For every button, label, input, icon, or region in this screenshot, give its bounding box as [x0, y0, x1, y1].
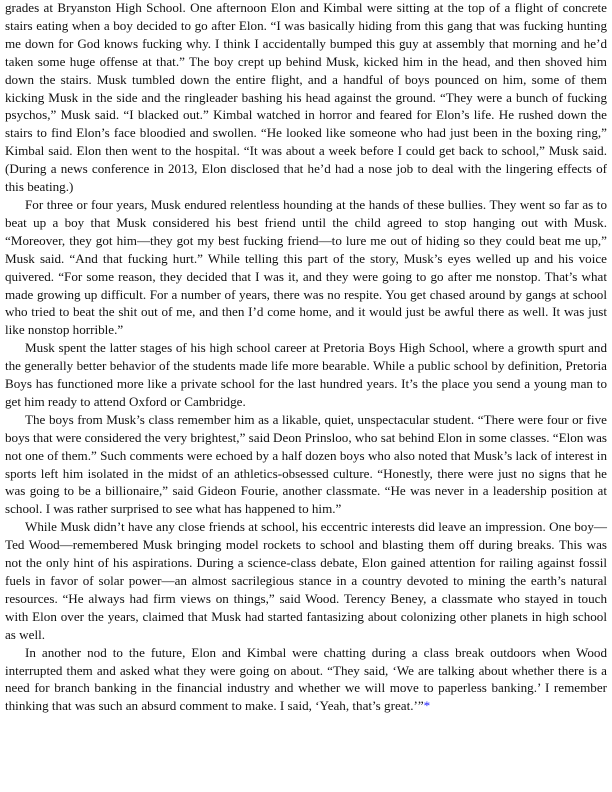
paragraph-3: Musk spent the latter stages of his high school career at Pretoria Boys High School, where a growth spurt and the generally better behavior of the students made life more bearable. While a public school by definition, Pretoria Boys has functioned more like a private school for the last hundred years. It’s the place you send a young man to get him ready to attend Oxford or Cambridge. [5, 340, 607, 409]
paragraph-6-text: In another nod to the future, Elon and Kimbal were chatting during a class break outdoors when Wood interrupted them and asked what they were going on about. “They said, ‘We are talking about whether there is a need for branch banking in the financial industry and whether we will move to paperless banking.’ I remember thinking that was such an absurd comment to make. I said, ‘Yeah, that’s great.’” [5, 644, 607, 714]
paragraph-5: While Musk didn’t have any close friends at school, his eccentric interests did leave an impression. One boy—Ted Wood—remembered Musk bringing model rockets to school and blasting them off during breaks. This was not the only hint of his aspirations. During a science-class debate, Elon gained attention for railing against fossil fuels in favor of solar power—an almost sacrilegious stance in a country devoted to mining the earth’s natural resources. “He always had firm views on things,” said Wood. Terency Beney, a classmate who stayed in touch with Elon over the years, claimed that Musk had started fantasizing about colonizing other planets in high school as well. [5, 519, 607, 642]
paragraph-2: For three or four years, Musk endured relentless hounding at the hands of these bullies. They went so far as to beat up a boy that Musk considered his best friend until the child agreed to stop hanging out with Musk. “Moreover, they got him—they got my best fucking friend—to lure me out of hiding so they could beat me up,” Musk said. “And that fucking hurt.” While telling this part of the story, Musk’s eyes welled up and his voice quivered. “For some reason, they decided that I was it, and they were going to go after me nonstop. That’s what made growing up difficult. For a number of years, there was no respite. You get chased around by gangs at school who tried to beat the shit out of me, and then I’d come home, and it would just be awful there as well. It was just like nonstop horrible.” [5, 196, 607, 338]
paragraph-6 [5, 644, 607, 716]
paragraph-4: The boys from Musk’s class remember him as a likable, quiet, unspectacular student. “There were four or five boys that were considered the very brightest,” said Deon Prinsloo, who sat behind Elon in some classes. “Elon was not one of them.” Such comments were echoed by a half dozen boys who also noted that Musk’s lack of interest in sports left him isolated in the midst of an athletics-obsessed culture. “Honestly, there were just no signs that he was going to be a billionaire,” said Gideon Fourie, another classmate. “He was never in a leadership position at school. I was rather surprised to see what has happened to him.” [5, 411, 607, 517]
footnote-link[interactable]: * [423, 698, 431, 714]
book-page [5, 0, 607, 715]
paragraph-1: grades at Bryanston High School. One afternoon Elon and Kimbal were sitting at the top of a flight of concrete stairs eating when a boy decided to go after Elon. “I was basically hiding from this gang that was fucking hunting me down for God knows fucking why. I think I accidentally bumped this guy at assembly that morning and he’d taken some huge offense at that.” The boy crept up behind Musk, kicked him in the head, and then shoved him down the stairs. Musk tumbled down the entire flight, and a handful of boys pounced on him, some of them kicking Musk in the side and the ringleader bashing his head against the ground. “They were a bunch of fucking psychos,” Musk said. “I blacked out.” Kimbal watched in horror and feared for Elon’s life. He rushed down the stairs to find Elon’s face bloodied and swollen. “He looked like someone who had just been in the boxing ring,” Kimbal said. Elon then went to the hospital. “It was about a week before I could get back to school,” Musk said. (During a news conference in 2013, Elon disclosed that he’d had a nose job to deal with the lingering effects of this beating.) [5, 0, 607, 195]
